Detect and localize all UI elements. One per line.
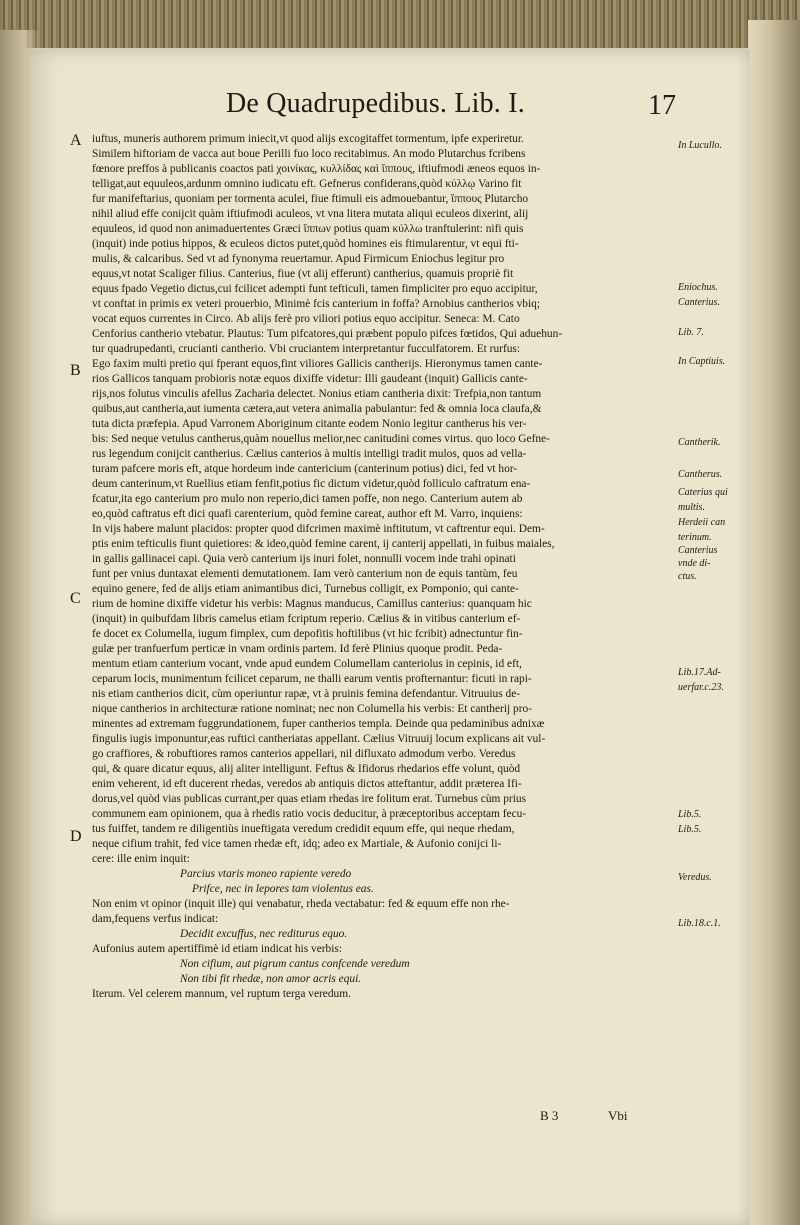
text-line: vt conftat in primis ex veteri prouerbio, Minimè fcis canterium in foffa? Arnobius cantherios vbiq; bbox=[92, 298, 541, 310]
text-line: nis etiam cantherios dicit, cùm operiuntur rapæ, vt à pruinis femina defendantur. Vitruuius de- bbox=[92, 688, 521, 700]
section-letter-d: D bbox=[70, 828, 82, 845]
verse-line: Non tibi fit rhedæ, non amor acris equi. bbox=[180, 973, 362, 985]
text-line: iuftus, muneris authorem primum iniecit,vt quod alijs excogitaffet tormentum, ipfe experiretur. bbox=[92, 133, 524, 145]
margin-note: multis. bbox=[678, 502, 705, 513]
verse-line: Decidit excuffus, nec rediturus equo. bbox=[180, 928, 348, 940]
text-line: (inquit) inde potius hippos, & eculeos dictos putet,quòd homines eis ftimularentur, vt equi fti- bbox=[92, 238, 519, 250]
page-footer bbox=[30, 1108, 750, 1128]
text-line: gulæ per tranfuerfum perticæ in vnam ordinis partem. Id ferè Plinius quoque prodit. Peda- bbox=[92, 643, 503, 655]
text-line: funt per vnius duntaxat elementi demutationem. Iam verò canterium non de equis tantùm, feu bbox=[92, 568, 518, 580]
text-line: nique cantherios in architecturæ ratione nominat; nec non Columella his verbis: Et cantherij pro- bbox=[92, 703, 532, 715]
margin-note: uerfar.c.23. bbox=[678, 682, 724, 693]
text-line: equuleos, id quod non animaduertentes Græci ἵππων potius quam κύλλω tranftulerint: nifi quis bbox=[92, 223, 524, 235]
verse-line: Prifce, nec in lepores tam violentus eas. bbox=[192, 883, 374, 895]
text-line: Aufonius autem apertiffimè id etiam indicat his verbis: bbox=[92, 943, 343, 955]
text-line: equus,vt notat Scaliger filius. Canterius, fiue (vt alij efferunt) cantherius, quamuis propriè fit bbox=[92, 268, 514, 280]
text-line: rios Gallicos tanquam probioris notæ equos dixiffe videtur: Illi gaudeant (inquit) Gallicis cante- bbox=[92, 373, 528, 385]
section-letter-b: B bbox=[70, 362, 81, 379]
margin-note: In Captiuis. bbox=[678, 356, 726, 367]
section-letter-c: C bbox=[70, 590, 81, 607]
margin-note: Lib.5. bbox=[678, 824, 702, 835]
text-line: tuta dicta præfepia. Apud Varronem Aboriginum citante eodem Nonio legitur cantherus his ver- bbox=[92, 418, 527, 430]
text-line: rus legendum conijcit cantherius. Cælius canterios à multis intelligi tradit mulos, quos ad vella- bbox=[92, 448, 527, 460]
text-line: communem eam opinionem, qua à rhedis ratio vocis deducitur, à præceptoribus acceptam fecu- bbox=[92, 808, 527, 820]
book-fore-edge bbox=[748, 20, 800, 1225]
margin-note: Herdeii can bbox=[678, 517, 726, 528]
section-letter-a: A bbox=[70, 132, 82, 149]
text-line: cere: ille enim inquit: bbox=[92, 853, 190, 865]
margin-note: Canterius bbox=[678, 545, 718, 556]
book-page bbox=[30, 50, 750, 1225]
text-line: mulis, & calcaribus. Sed vt ad fynonyma reuertamur. Apud Firmicum Eniochus legitur pro bbox=[92, 253, 505, 265]
text-line: Non enim vt opinor (inquit ille) qui venabatur, rheda vectabatur: fed & equum effe non rhe- bbox=[92, 898, 510, 910]
text-line: eo,quòd caftratus eft dici quafi carenterium, quòd femine careat, author eft M. Varro, inquiens: bbox=[92, 508, 523, 520]
text-line: rium de homine dixiffe videtur his verbis: Magnus manducus, Camillus canterius: quanquam hic bbox=[92, 598, 532, 610]
text-line: fingulis iugis imponuntur,eas ruftici cantheriatas appellant. Cælius Vitruuij locum explicans ait vul- bbox=[92, 733, 546, 745]
verse-line: Non cifium, aut pigrum cantus confcende veredum bbox=[180, 958, 410, 970]
margin-note: In Lucullo. bbox=[678, 140, 722, 151]
text-line: rijs,nos folutus vinculis afellus Zacharia delectet. Nonius etiam cantheria dixit: Trefpia,non tantum bbox=[92, 388, 542, 400]
running-title: De Quadrupedibus. Lib. I. bbox=[226, 88, 525, 119]
verse-line: Parcius vtaris moneo rapiente veredo bbox=[180, 868, 352, 880]
margin-note: Lib.5. bbox=[678, 809, 702, 820]
text-line: ptis enim tefticulis fiunt quietiores: & ideo,quòd femine carent, ij canterij appellati, in fuibus maiales, bbox=[92, 538, 555, 550]
margin-note: Lib.18.c.1. bbox=[678, 918, 721, 929]
margin-note: vnde di- bbox=[678, 558, 711, 569]
text-line: equino genere, fed de alijs etiam animantibus dici, Turnebus colligit, ex Pomponio, qui cante- bbox=[92, 583, 519, 595]
text-line: turam pafcere moris eft, atque hordeum inde cantericium (canterinum potius) dici, fed vt hor- bbox=[92, 463, 518, 475]
text-line: neque cifium trahit, fed vice tamen rhedæ eft, idq; adeo ex Martiale, & Aufonio conijci li- bbox=[92, 838, 502, 850]
text-line: tus fuiffet, tandem re diligentiùs inueftigata veredum credidit equum effe, qui neque rhedam, bbox=[92, 823, 515, 835]
text-line: fe docet ex Columella, iugum fimplex, cum depofitis hoftilibus (vt hic fcribit) adnectuntur fin- bbox=[92, 628, 523, 640]
text-line: Ego faxim multi pretio qui fperant equos,fint viliores Gallicis cantherijs. Hieronymus tamen cante- bbox=[92, 358, 543, 370]
margin-note: Lib.17.Ad- bbox=[678, 667, 721, 678]
text-line: (inquit) in quibufdam libris camelus etiam fcriptum reperio. Cælius & in vitibus canterium ef- bbox=[92, 613, 521, 625]
margin-note: ctus. bbox=[678, 571, 697, 582]
page-number: 17 bbox=[648, 90, 676, 121]
margin-note: Caterius qui bbox=[678, 487, 728, 498]
text-line: bis: Sed neque vetulus cantherus,quàm nouellus melior,nec canitudini comes virtus. quo loco Gefne- bbox=[92, 433, 550, 445]
text-line: fcatur,ita ego canterium pro mulo non reperio,dici tamen poffe, non nego. Canterium autem ab bbox=[92, 493, 523, 505]
margin-note: Canterius. bbox=[678, 297, 720, 308]
catchword: Vbi bbox=[608, 1108, 628, 1123]
margin-note: Cantherik. bbox=[678, 437, 721, 448]
text-line: go craffiores, & robuftiores ramos canterios appellari, nil difluxato admodum verbo. Veredus bbox=[92, 748, 516, 760]
main-text bbox=[92, 132, 672, 1002]
signature-mark: B 3 bbox=[540, 1108, 559, 1123]
text-line: dam,fequens verfus indicat: bbox=[92, 913, 219, 925]
text-line: in gallis gallinacei capi. Quia verò canterium ijs inuri folet, nonnulli vocem inde trahi opinati bbox=[92, 553, 516, 565]
final-line: Iterum. Vel celerem mannum, vel ruptum terga veredum. bbox=[92, 988, 351, 1000]
text-line: ceparum locis, munimentum fcilicet ceparum, ne thalli earum ventis profternantur: ficuti in rapi- bbox=[92, 673, 532, 685]
text-line: equus fpado Vegetio dictus,cui fcilicet adempti funt tefticuli, tamen fimpliciter pro equo accipitur, bbox=[92, 283, 538, 295]
book-top-edge bbox=[0, 0, 800, 48]
text-line: enim veherent, id eft ducerent rhedas, veredos ab antiquis dictos atteftantur, addit præterea Ifi- bbox=[92, 778, 522, 790]
text-line: fur manifeftarius, quoniam per tormenta aculei, fiue ftimuli eis admouebantur, ἵππους Plutarcho bbox=[92, 193, 529, 205]
text-line: deum canterinum,vt Ruellius etiam fenfit,potius fic dictum videtur,quòd folliculo caftratum ena- bbox=[92, 478, 531, 490]
text-line: dorus,vel quòd vias publicas currant,per quas etiam rhedas ire folitum erat. Turnebus cùm prius bbox=[92, 793, 527, 805]
text-line: nihil aliud effe conijcit quàm iftiufmodi aculeos, vt vna litera mutata aliqui eculeos dixerint, alij bbox=[92, 208, 529, 220]
margin-note: Cantherus. bbox=[678, 469, 723, 480]
text-line: qui, & quare dicatur equus, alij aliter intelligunt. Feftus & Ifidorus rhedarios effe volunt, quòd bbox=[92, 763, 521, 775]
text-line: In vijs habere malunt placidos: propter quod difcrimen maximè inftitutum, vt caftrentur equi. Dem- bbox=[92, 523, 545, 535]
text-line: minentes ad extremam fuggrundationem, fuper cantherios templa. Deinde qua pedaminibus adnixæ bbox=[92, 718, 545, 730]
margin-note: terinum. bbox=[678, 532, 712, 543]
margin-note: Eniochus. bbox=[678, 282, 718, 293]
margin-note: Lib. 7. bbox=[678, 327, 704, 338]
text-line: mentum etiam canterium vocant, vnde apud eundem Columellam canteriolus in cepinis, id eft, bbox=[92, 658, 522, 670]
text-line: tur quadrupedanti, crucianti cantherio. Vbi cruciantem interpretantur fucculfatorem. Et rurfus: bbox=[92, 343, 521, 355]
text-line: telligat,aut equuleos,ardunm omnino iudicatu eft. Gefnerus confiderans,quòd κύλλῳ Varino fit bbox=[92, 178, 522, 190]
body-paragraph bbox=[92, 132, 672, 867]
text-line: Cenforius cantherio vtebatur. Plautus: Tum pifcatores,qui præbent populo pifces fœtidos, Qui aduehun- bbox=[92, 328, 563, 340]
text-line: quibus,aut cantheria,aut iumenta cætera,aut vetera animalia pabulantur: fed & omnia loca claufa,& bbox=[92, 403, 542, 415]
text-line: Similem hiftoriam de vacca aut boue Perilli fuo loco recitabimus. An modo Plutarchus fcribens bbox=[92, 148, 526, 160]
text-line: vocat equos currentes in Circo. Ab alijs ferè pro viliori potius equo accipitur. Seneca: M. Cato bbox=[92, 313, 520, 325]
margin-note: Veredus. bbox=[678, 872, 712, 883]
text-line: fœnore preffos à publicanis coactos pati χοινίκας, κυλλίδας καὶ ἵππους, iftiufmodi æneos equos in- bbox=[92, 163, 541, 175]
